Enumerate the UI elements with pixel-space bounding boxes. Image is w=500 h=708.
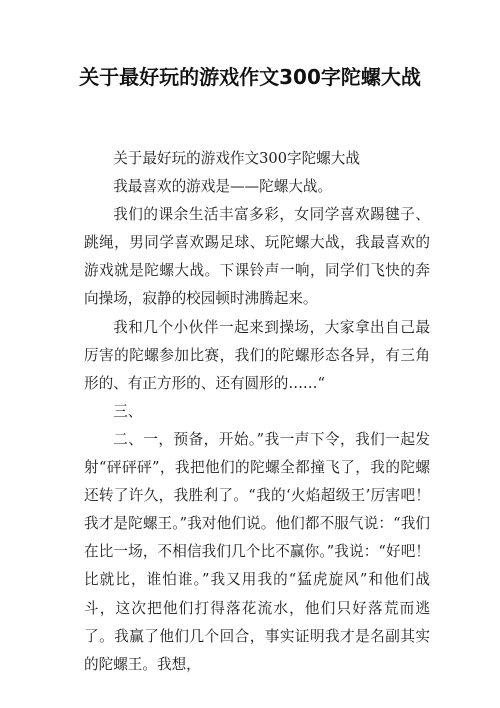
paragraph: 我最喜欢的游戏是——陀螺大战。 (113, 178, 333, 196)
document-title: 关于最好玩的游戏作文300字陀螺大战 (79, 65, 421, 89)
paragraph: 我们的课余生活丰富多彩，女同学喜欢踢毽子、跳绳，男同学喜欢踢足球、玩陀螺大战，我最喜欢的游戏就是陀螺大战。下课铃声一响，同学们飞快的奔向操场，寂静的校园顿时沸腾起来。 (84, 206, 430, 308)
paragraph: 关于最好玩的游戏作文300字陀螺大战 (113, 150, 360, 167)
document-body (84, 145, 430, 679)
paragraph: 二、一，预备，开始。”我一声下令，我们一起发射“砰砰砰”，我把他们的陀螺全都撞飞了，我的陀螺还转了许久，我胜利了。“我的‘火焰超级王’厉害吧！我才是陀螺王。”我对他们说。他们都不服气说：“我们在比一场，不相信我们几个比不赢你。”我说：“好吧！比就比，谁怕谁。”我又用我的“猛虎旋风”和他们战斗，这次把他们打得落花流水，他们只好落荒而逃了。我赢了他们几个回合，事实证明我才是名副其实的陀螺王。我想， (84, 430, 430, 673)
paragraph: 三、 (113, 402, 143, 420)
paragraph: 我和几个小伙伴一起来到操场，大家拿出自己最厉害的陀螺参加比赛，我们的陀螺形态各异，有三角形的、有正方形的、还有圆形的……“ (84, 318, 430, 392)
